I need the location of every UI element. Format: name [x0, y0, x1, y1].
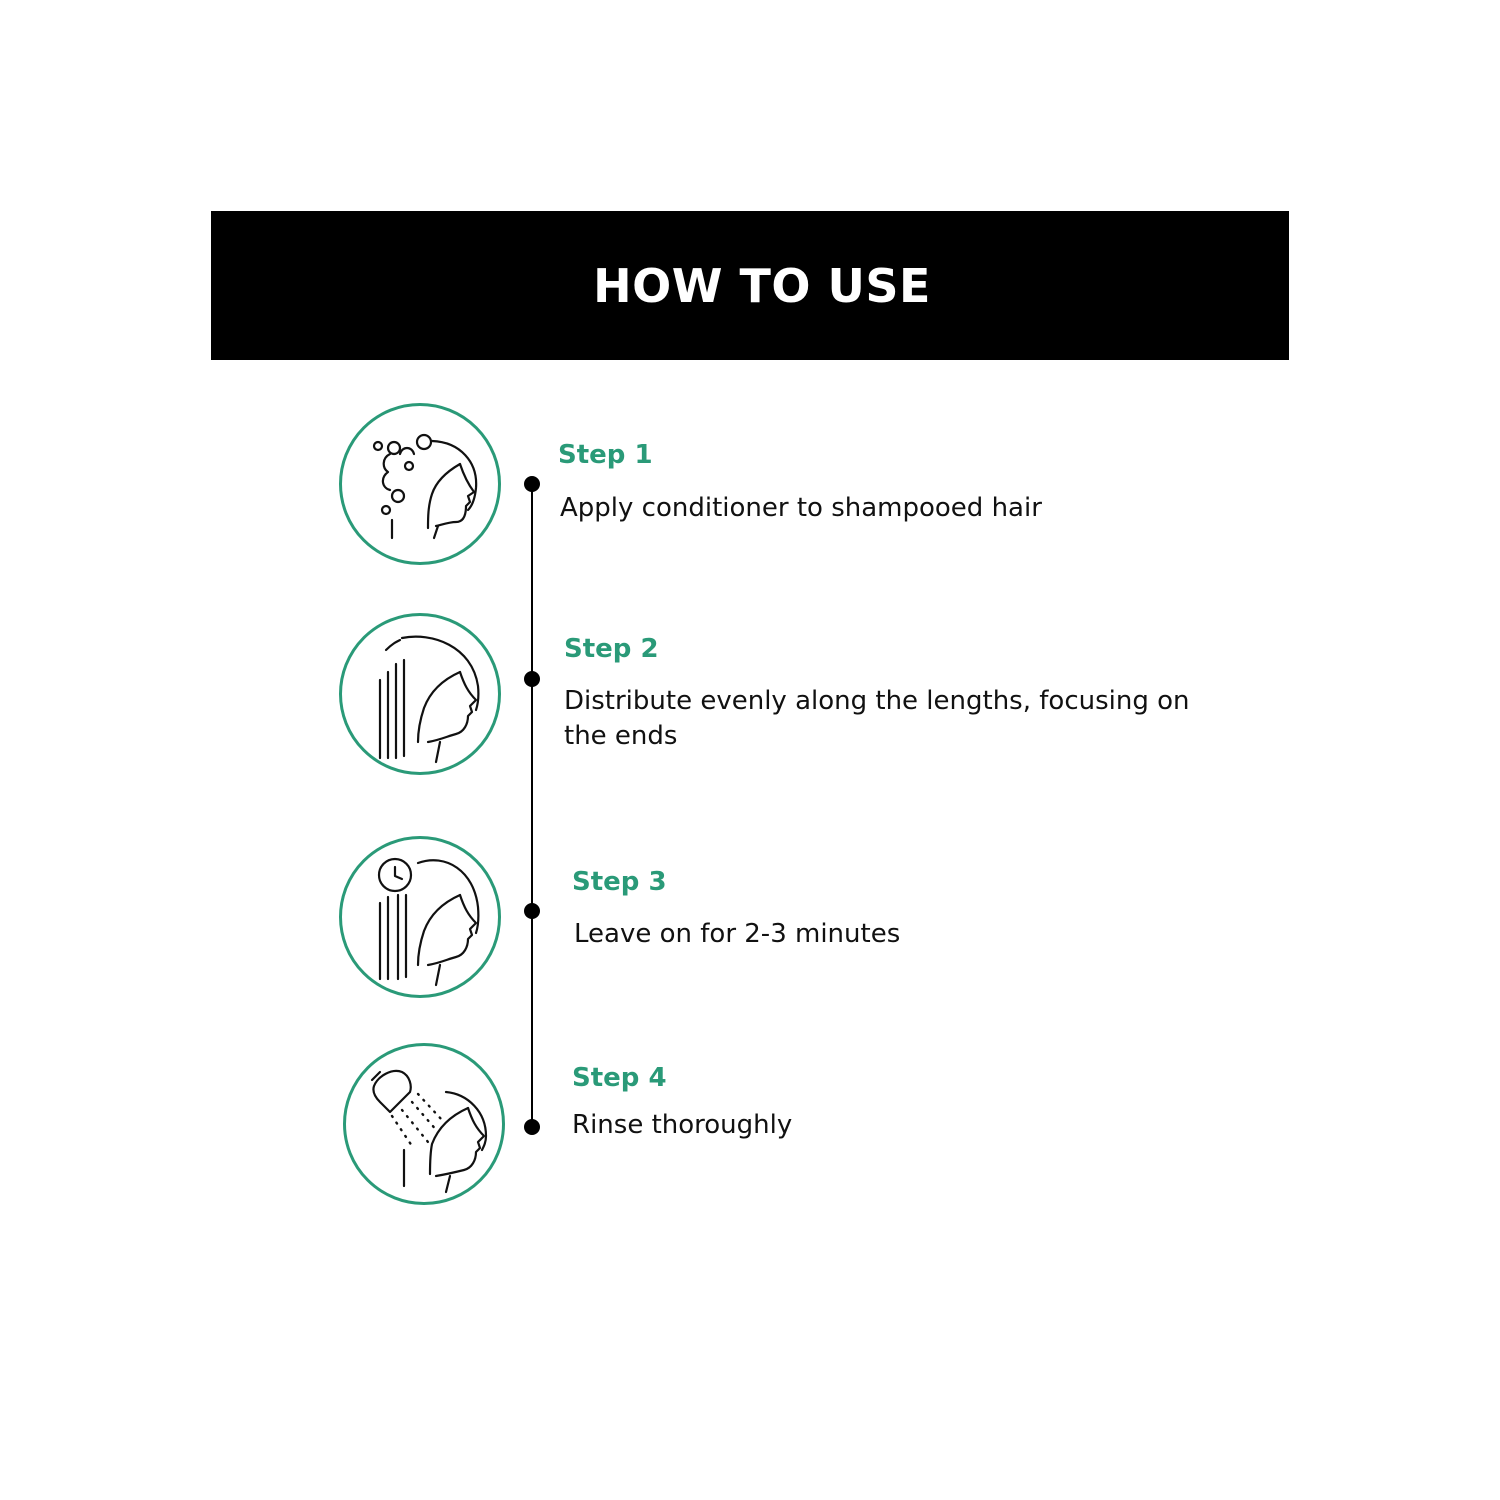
step-4-dot [524, 1119, 540, 1135]
step-3-label: Step 3 [572, 867, 667, 897]
timeline-line [531, 484, 533, 1128]
hair-clock-icon [342, 839, 498, 995]
step-3-text: Leave on for 2-3 minutes [574, 919, 901, 949]
shampoo-foam-icon [342, 406, 498, 562]
step-4-label: Step 4 [572, 1063, 667, 1093]
step-2-dot [524, 671, 540, 687]
step-2-text: Distribute evenly along the lengths, focusing on the ends [564, 686, 1190, 751]
header-banner [211, 211, 1289, 360]
page-title: HOW TO USE [593, 258, 931, 313]
step-4-icon-circle [343, 1043, 505, 1205]
step-1-label: Step 1 [558, 440, 653, 470]
step-2-icon-circle [339, 613, 501, 775]
step-2-label: Step 2 [564, 634, 659, 664]
step-1-text: Apply conditioner to shampooed hair [560, 493, 1042, 523]
step-3-dot [524, 903, 540, 919]
step-3-icon-circle [339, 836, 501, 998]
hair-lengths-icon [342, 616, 498, 772]
step-1-dot [524, 476, 540, 492]
shower-rinse-icon [346, 1046, 502, 1202]
step-4-text: Rinse thoroughly [572, 1110, 793, 1140]
step-1-icon-circle [339, 403, 501, 565]
